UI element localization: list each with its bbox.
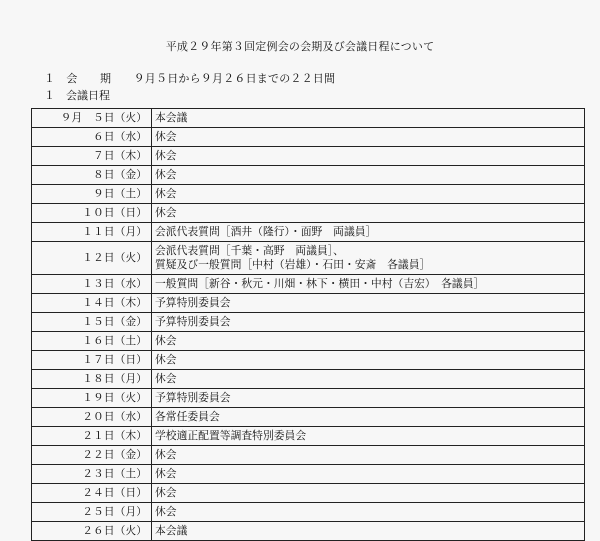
schedule-row [32,351,585,370]
schedule-row [32,109,585,128]
schedule-row [32,522,585,541]
schedule-row [32,204,585,223]
schedule-agenda-cell: 休会 [152,147,585,166]
schedule-agenda-cell: 休会 [152,185,585,204]
schedule-date-cell: １６日（土） [32,332,152,351]
schedule-date-cell: １４日（木） [32,294,152,313]
schedule-row [32,370,585,389]
schedule-date-cell: １７日（日） [32,351,152,370]
schedule-row [32,275,585,294]
schedule-date-cell: ２６日（火） [32,522,152,541]
schedule-date-cell: ２０日（水） [32,408,152,427]
schedule-date-cell: １５日（金） [32,313,152,332]
schedule-heading: １ 会議日程 [44,89,110,102]
schedule-agenda-cell: 本会議 [152,522,585,541]
schedule-agenda-cell: 休会 [152,446,585,465]
schedule-agenda-cell: 休会 [152,370,585,389]
schedule-agenda-cell: 予算特別委員会 [152,389,585,408]
schedule-agenda-cell: 予算特別委員会 [152,313,585,332]
schedule-row [32,223,585,242]
schedule-agenda-cell: 休会 [152,166,585,185]
schedule-date-cell: ２５日（月） [32,503,152,522]
schedule-date-cell: ２４日（日） [32,484,152,503]
schedule-agenda-cell: 休会 [152,351,585,370]
schedule-date-cell: ２２日（金） [32,446,152,465]
schedule-row [32,313,585,332]
schedule-agenda-cell: 休会 [152,204,585,223]
schedule-row [32,427,585,446]
schedule-row [32,147,585,166]
schedule-row [32,128,585,147]
schedule-row [32,332,585,351]
schedule-row [32,294,585,313]
schedule-row [32,446,585,465]
schedule-row [32,465,585,484]
schedule-row [32,185,585,204]
schedule-date-cell: ９日（土） [32,185,152,204]
schedule-row [32,242,585,275]
schedule-agenda-cell: 休会 [152,332,585,351]
session-period-line: １ 会 期 ９月５日から９月２６日までの２２日間 [44,72,336,85]
meeting-schedule-table [31,108,585,541]
schedule-agenda-cell: 会派代表質問［酒井（隆行）・面野 両議員］ [152,223,585,242]
schedule-agenda-cell: 休会 [152,128,585,147]
schedule-date-cell: ９月 ５日（火） [32,109,152,128]
schedule-date-cell: １０日（日） [32,204,152,223]
schedule-agenda-cell [152,242,585,275]
schedule-agenda-cell: 休会 [152,465,585,484]
schedule-row [32,389,585,408]
schedule-row [32,503,585,522]
schedule-agenda-cell: 各常任委員会 [152,408,585,427]
schedule-date-cell: ２１日（木） [32,427,152,446]
schedule-agenda-line: 会派代表質問［千葉・高野 両議員］、 [155,244,344,257]
document-title: 平成２９年第３回定例会の会期及び会議日程について [165,40,435,53]
schedule-agenda-cell: 予算特別委員会 [152,294,585,313]
schedule-date-cell: １３日（水） [32,275,152,294]
schedule-agenda-cell: 本会議 [152,109,585,128]
schedule-date-cell: １２日（火） [32,242,152,275]
schedule-date-cell: １９日（火） [32,389,152,408]
schedule-date-cell: ８日（金） [32,166,152,185]
schedule-agenda-line: 質疑及び一般質問［中村（岩雄）・石田・安斎 各議員］ [155,258,431,271]
schedule-agenda-cell: 一般質問［新谷・秋元・川畑・林下・横田・中村（吉宏） 各議員］ [152,275,585,294]
schedule-row [32,484,585,503]
schedule-date-cell: １８日（月） [32,370,152,389]
schedule-row [32,408,585,427]
schedule-agenda-cell: 休会 [152,484,585,503]
schedule-row [32,166,585,185]
schedule-agenda-cell: 休会 [152,503,585,522]
schedule-date-cell: ７日（木） [32,147,152,166]
schedule-date-cell: ６日（水） [32,128,152,147]
schedule-date-cell: ２３日（土） [32,465,152,484]
schedule-agenda-cell: 学校適正配置等調査特別委員会 [152,427,585,446]
schedule-date-cell: １１日（月） [32,223,152,242]
